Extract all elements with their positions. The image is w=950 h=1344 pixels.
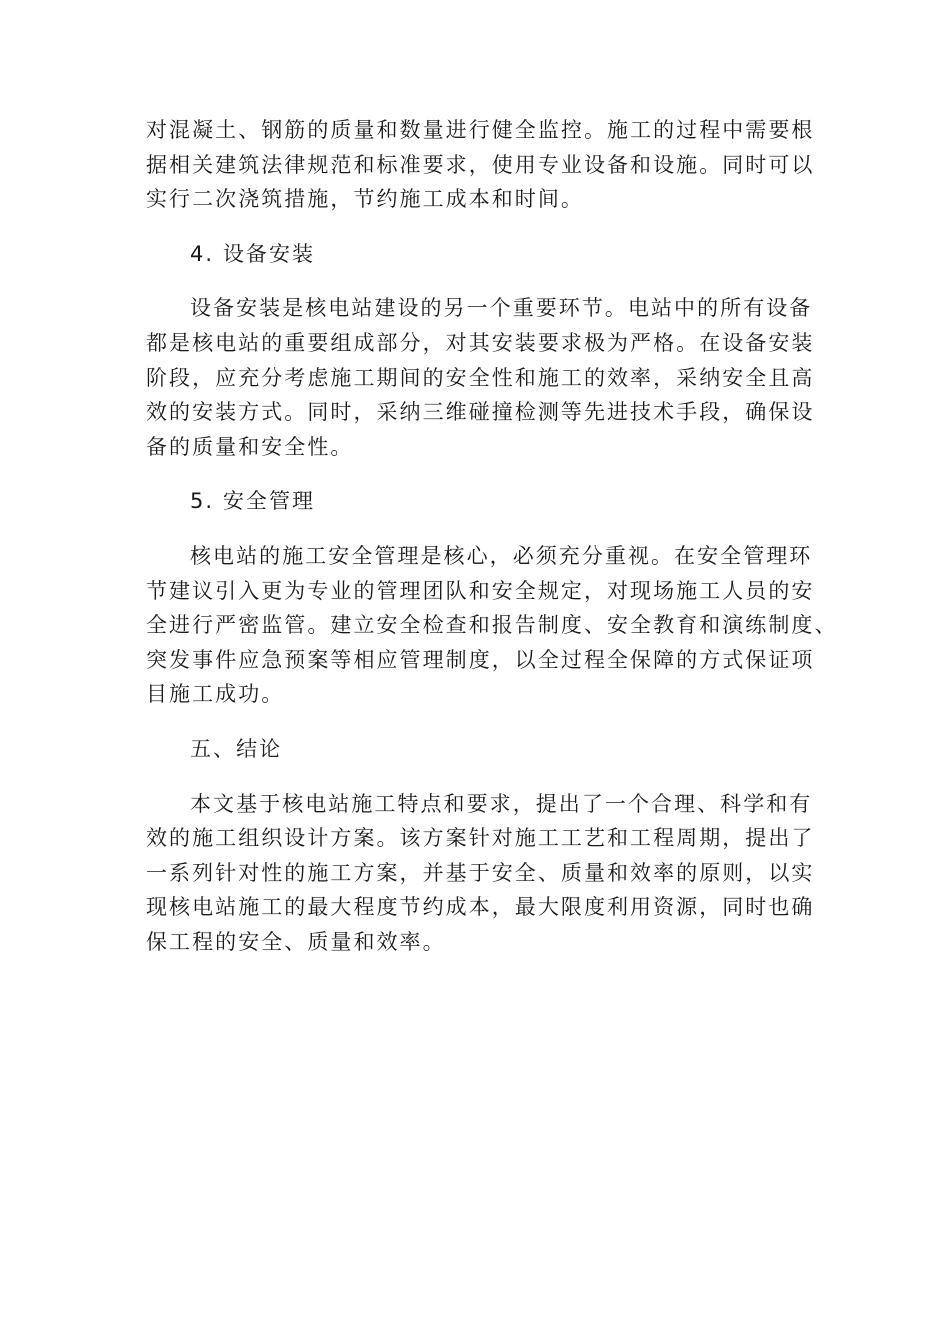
- text-line: 备的质量和安全性。: [146, 434, 354, 459]
- text-line: 据相关建筑法律规范和标准要求，使用专业设备和设施。同时可以: [146, 152, 815, 177]
- text-line: 效的安装方式。同时，采纳三维碰撞检测等先进技术手段，确保设: [146, 400, 815, 425]
- text-line: 都是核电站的重要组成部分，对其安装要求极为严格。在设备安装: [146, 330, 815, 355]
- section-heading-equipment-installation: 4. 设备安装: [190, 241, 316, 266]
- section-heading-safety-management: 5. 安全管理: [190, 489, 316, 514]
- text-line: 阶段，应充分考虑施工期间的安全性和施工的效率，采纳安全且高: [146, 365, 815, 390]
- text-line: 一系列针对性的施工方案，并基于安全、质量和效率的原则，以实: [146, 860, 815, 885]
- text-line: 目施工成功。: [146, 682, 285, 707]
- document-body: [146, 113, 838, 959]
- paragraph-equipment-installation: [146, 291, 815, 464]
- text-line: 实行二次浇筑措施，节约施工成本和时间。: [146, 187, 584, 212]
- section-heading-conclusion: 五、结论: [190, 736, 283, 761]
- text-line: 效的施工组织设计方案。该方案针对施工工艺和工程周期，提出了: [146, 826, 815, 851]
- paragraph-conclusion: [146, 787, 815, 960]
- text-line: 设备安装是核电站建设的另一个重要环节。电站中的所有设备: [190, 296, 813, 321]
- text-line: 保工程的安全、质量和效率。: [146, 929, 446, 954]
- text-line: 节建议引入更为专业的管理团队和安全规定，对现场施工人员的安: [146, 578, 815, 603]
- text-line: 现核电站施工的最大程度节约成本，最大限度利用资源，同时也确: [146, 895, 815, 920]
- paragraph-safety-management: [146, 539, 838, 712]
- text-line: 突发事件应急预案等相应管理制度，以全过程全保障的方式保证项: [146, 647, 815, 672]
- paragraph-construction-continued: [146, 113, 815, 217]
- text-line: 本文基于核电站施工特点和要求，提出了一个合理、科学和有: [190, 791, 813, 816]
- text-line: 核电站的施工安全管理是核心，必须充分重视。在安全管理环: [190, 543, 813, 568]
- text-line: 对混凝土、钢筋的质量和数量进行健全监控。施工的过程中需要根: [146, 118, 815, 142]
- text-line: 全进行严密监管。建立安全检查和报告制度、安全教育和演练制度、: [146, 613, 838, 638]
